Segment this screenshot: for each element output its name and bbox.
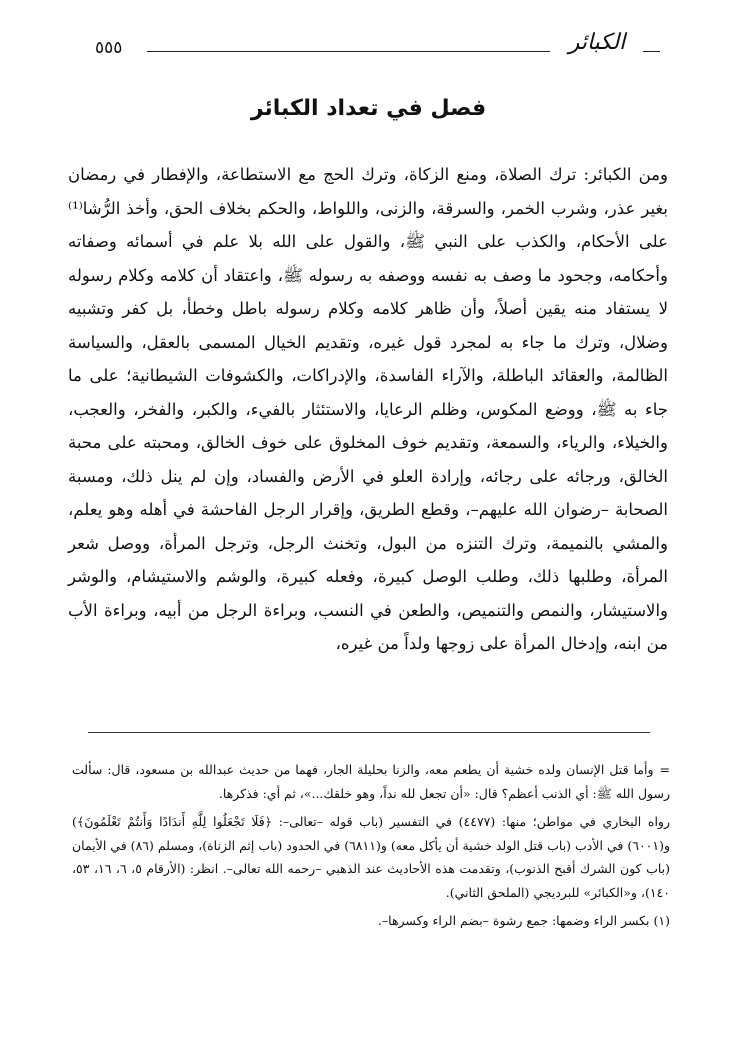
main-text (68, 158, 668, 661)
running-header (95, 28, 660, 68)
footnote-source: رواه البخاري في مواطن؛ منها: (٤٤٧٧) في التفسير (باب قوله –تعالى–: ﴿فَلَا تَجْعَلُوا لِلَّهِ أَندَادًا وَأَنتُمْ تَعْلَمُونَ﴾) و(٦٠٠١) في الأدب (باب قتل الولد خشية أن يأكل معه) و(٦٨١١) في الحدود (باب إثم الزناة)، ومسلم (٨٦) في الأيمان (باب كون الشرك أقبح الذنوب)، وتقدمت هذه الأحاديث عند الذهبي –رحمه الله تعالى–. انظر: (الأرقام ٥، ٦، ١٦، ٥٣، ١٤٠)، و«الكبائر» للبرديجي (الملحق الثاني). (72, 814, 671, 900)
header-rule-right (643, 51, 660, 52)
footnotes (72, 758, 670, 938)
footnote-continuation (72, 758, 670, 805)
body-paragraph: ومن الكبائر: ترك الصلاة، ومنع الزكاة، وترك الحج مع الاستطاعة، والإفطار في رمضان بغير عذر، وشرب الخمر، والسرقة، والزنى، واللواط، والحكم بخلاف الحق، وأخذ الرُّشا⁽¹⁾ على الأحكام، والكذب على النبي ﷺ، والقول على الله بلا علم في أسمائه وصفاته وأحكامه، وجحود ما وصف به نفسه ووصفه به رسوله ﷺ، واعتقاد أن كلامه وكلام رسوله لا يستفاد منه يقين أصلاً، وأن ظاهر كلامه وكلام رسوله باطل وخطأ، بل كفر وتشبيه وضلال، وترك ما جاء به لمجرد قول غيره، وتقديم الخيال المسمى بالعقل، والسياسة الظالمة، والعقائد الباطلة، والآراء الفاسدة، والإدراكات، والكشوفات الشيطانية؛ على ما جاء به ﷺ، ووضع المكوس، وظلم الرعايا، والاستئثار بالفيء، والكبر، والفخر، والعجب، والخيلاء، والرياء، والسمعة، وتقديم خوف المخلوق على خوف الخالق، ومحبته على محبة الخالق، ورجائه على رجائه، وإرادة العلو في الأرض والفساد، وإن لم ينل ذلك، ومسبة الصحابة –رضوان الله عليهم–، وقطع الطريق، وإقرار الرجل الفاحشة في أهله وهو يعلم، والمشي بالنميمة، وترك التنزه من البول، وتخنث الرجل، وترجل المرأة، ووصل شعر المرأة، وطلبها ذلك، وطلب الوصل كبيرة، وفعله كبيرة، والوشم والاستيشام، والوشر والاستيشار، والنمص والتنميص، والطعن في النسب، وبراءة الرجل من أبيه، وبراءة الأب من ابنه، وإدخال المرأة على زوجها ولداً من غيره، (68, 165, 668, 653)
header-rule-left (147, 51, 550, 52)
footnote-1: (١) بكسر الراء وضمها: جمع رشوة –بضم الراء وكسرها–. (377, 913, 670, 928)
running-book-title: الكبائر (568, 30, 626, 55)
continuation-marker: = (659, 762, 670, 777)
continuation-text: وأما قتل الإنسان ولده خشية أن يطعم معه، والزنا بحليلة الجار، فهما من حديث عبدالله بن مسعود، قال: سألت رسول الله ﷺ: أي الذنب أعظم؟ قال: «أن تجعل لله نداً، وهو خلقك...»، ثم أي: فذكرها. (72, 762, 670, 801)
chapter-title: فصل في تعداد الكبائر (250, 96, 487, 121)
page-number: ٥٥٥ (95, 38, 123, 58)
footnote-separator (88, 732, 650, 733)
